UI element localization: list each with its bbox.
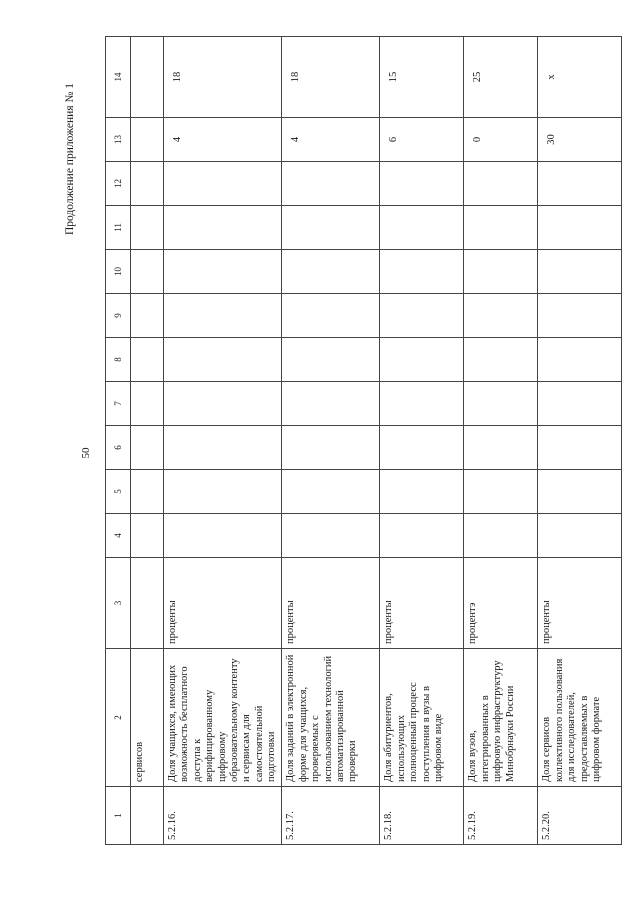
- table-cell: [538, 426, 622, 470]
- indicator-number: 5.2.18.: [380, 787, 464, 845]
- column-number-cell: 6: [106, 426, 131, 470]
- table-cell: [282, 250, 380, 294]
- table-row: [164, 37, 282, 845]
- table-cell: [380, 294, 464, 338]
- indicator-name: Доля абитуриентов, использующих полноценный процесс поступления в вузы в цифровом виде: [380, 649, 464, 787]
- table-cell: [464, 338, 538, 382]
- table-cell: [380, 426, 464, 470]
- table-cell: [131, 118, 164, 162]
- value-col-14: 18: [164, 37, 282, 118]
- table-cell: [464, 514, 538, 558]
- table-cell: [131, 470, 164, 514]
- column-number-cell: 4: [106, 514, 131, 558]
- table-cell: [538, 206, 622, 250]
- indicator-name: Доля учащихся, имеющих возможность бесплатного доступа к верифицированному цифровому образовательному контенту и сервисам для самостоятельной подготовки: [164, 649, 282, 787]
- indicators-table: [105, 36, 622, 845]
- column-number-cell: 8: [106, 338, 131, 382]
- table-row-continuation: [131, 37, 164, 845]
- table-cell: [282, 470, 380, 514]
- table-cell: [164, 294, 282, 338]
- table-cell: [380, 250, 464, 294]
- indicator-number: 5.2.17.: [282, 787, 380, 845]
- indicator-name: Доля заданий в электронной форме для учащихся, проверяемых с использованием технологий автоматизированной проверки: [282, 649, 380, 787]
- column-number-cell: 1: [106, 787, 131, 845]
- table-cell: [131, 514, 164, 558]
- table-cell: [464, 162, 538, 206]
- table-cell: [164, 206, 282, 250]
- table-cell: [282, 162, 380, 206]
- table-cell: [380, 470, 464, 514]
- table-cell: [282, 206, 380, 250]
- table-cell: [538, 470, 622, 514]
- indicator-unit: проценты: [282, 558, 380, 649]
- column-number-cell: 9: [106, 294, 131, 338]
- table-cell: [282, 382, 380, 426]
- value-col-14: х: [538, 37, 622, 118]
- table-cell: [464, 470, 538, 514]
- column-number-cell: 14: [106, 37, 131, 118]
- value-col-13: 30: [538, 118, 622, 162]
- table-cell: [164, 470, 282, 514]
- continued-indicator-text: сервисов: [131, 649, 164, 787]
- table-cell: [164, 514, 282, 558]
- table-row: [464, 37, 538, 845]
- column-number-cell: 12: [106, 162, 131, 206]
- table-cell: [164, 382, 282, 426]
- indicator-unit: проценты: [538, 558, 622, 649]
- table-cell: [131, 250, 164, 294]
- table-header-row: [106, 37, 131, 845]
- table-cell: [464, 250, 538, 294]
- table-cell: [538, 338, 622, 382]
- table-cell: [464, 294, 538, 338]
- table-cell: [380, 206, 464, 250]
- value-col-13: 6: [380, 118, 464, 162]
- table-cell: [131, 206, 164, 250]
- column-number-cell: 11: [106, 206, 131, 250]
- table-cell: [282, 426, 380, 470]
- table-cell: [464, 382, 538, 426]
- indicator-number: 5.2.19.: [464, 787, 538, 845]
- indicators-table-wrapper: [105, 37, 602, 845]
- column-number-cell: 10: [106, 250, 131, 294]
- indicator-name: Доля вузов, интегрированных в цифровую инфраструктуру Минобрнауки России: [464, 649, 538, 787]
- column-number-cell: 2: [106, 649, 131, 787]
- table-cell: [131, 426, 164, 470]
- table-cell: [380, 514, 464, 558]
- table-cell: [538, 514, 622, 558]
- table-cell: [131, 37, 164, 118]
- value-col-14: 18: [282, 37, 380, 118]
- page-number: 50: [80, 447, 92, 459]
- table-cell: [380, 162, 464, 206]
- table-cell: [538, 294, 622, 338]
- indicator-number: 5.2.20.: [538, 787, 622, 845]
- table-cell: [131, 558, 164, 649]
- table-row: [282, 37, 380, 845]
- value-col-14: 15: [380, 37, 464, 118]
- table-cell: [164, 426, 282, 470]
- table-cell: [131, 338, 164, 382]
- table-cell: [538, 162, 622, 206]
- table-cell: [380, 382, 464, 426]
- appendix-continuation-heading: Продолжение приложения № 1: [64, 82, 76, 236]
- table-cell: [538, 382, 622, 426]
- value-col-13: 4: [282, 118, 380, 162]
- table-cell: [538, 250, 622, 294]
- table-cell: [131, 787, 164, 845]
- indicator-unit: проценты: [380, 558, 464, 649]
- table-cell: [282, 514, 380, 558]
- table-cell: [464, 206, 538, 250]
- table-cell: [380, 338, 464, 382]
- table-row: [380, 37, 464, 845]
- value-col-13: 4: [164, 118, 282, 162]
- table-cell: [131, 382, 164, 426]
- table-cell: [164, 250, 282, 294]
- table-cell: [164, 162, 282, 206]
- value-col-13: 0: [464, 118, 538, 162]
- table-cell: [131, 294, 164, 338]
- table-cell: [464, 426, 538, 470]
- column-number-cell: 5: [106, 470, 131, 514]
- indicator-unit: процентэ: [464, 558, 538, 649]
- table-cell: [131, 162, 164, 206]
- indicator-name: Доля сервисов коллективного пользования для исследователей, предоставляемых в цифровом формате: [538, 649, 622, 787]
- table-cell: [282, 294, 380, 338]
- value-col-14: 25: [464, 37, 538, 118]
- column-number-cell: 3: [106, 558, 131, 649]
- column-number-cell: 13: [106, 118, 131, 162]
- column-number-cell: 7: [106, 382, 131, 426]
- table-cell: [164, 338, 282, 382]
- table-cell: [282, 338, 380, 382]
- table-row: [538, 37, 622, 845]
- indicator-unit: проценты: [164, 558, 282, 649]
- indicator-number: 5.2.16.: [164, 787, 282, 845]
